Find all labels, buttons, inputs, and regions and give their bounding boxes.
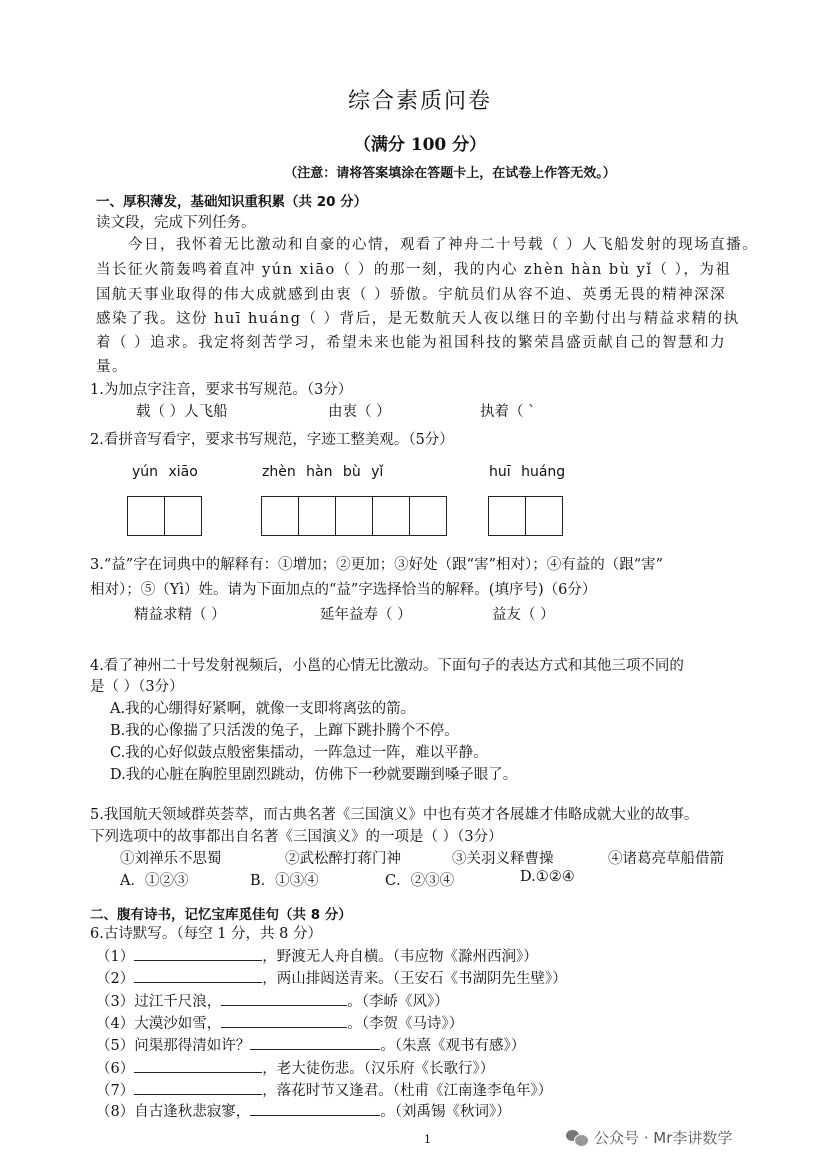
q4-option: A.我的心绷得好紧啊，就像一支即将离弦的箭。 bbox=[110, 701, 416, 717]
poem-line: （7） ，落花时节又逢君。（杜甫《江南逢李龟年》） bbox=[96, 1079, 552, 1100]
q4-line: 4.看了神州二十号发射视频后，小邕的心情无比激动。下面句子的表达方式和其他三项不同的 bbox=[90, 658, 684, 674]
poem-blank[interactable] bbox=[134, 1080, 262, 1095]
poem-blank[interactable] bbox=[134, 946, 262, 961]
q1-stem: 1.为加点字注音，要求书写规范。（3分） bbox=[90, 382, 353, 398]
poem-blank[interactable] bbox=[250, 1035, 380, 1050]
writing-grid[interactable] bbox=[261, 496, 447, 536]
q2-stem: 2.看拼音写看字，要求书写规范，字迹工整美观。（5分） bbox=[90, 432, 454, 448]
poem-line: （5）问渠那得清如许？ 。（朱熹《观书有感》） bbox=[96, 1034, 525, 1055]
passage-line: 感染了我。这份 huī huáng（ ）背后，是无数航天人夜以继日的辛勤付出与精益求精的执 bbox=[96, 311, 740, 327]
passage-line: 当长征火箭轰鸣着直冲 yún xiāo（ ）的那一刻，我的内心 zhèn hàn bù yǐ（ ），为祖 bbox=[96, 262, 732, 278]
score-note: （满分 100 分） bbox=[353, 135, 487, 155]
poem-line: （3）过江千尺浪， 。（李峤《风》） bbox=[96, 990, 449, 1011]
writing-grid[interactable] bbox=[488, 496, 563, 536]
q4-line: 是（ ）（3分） bbox=[90, 679, 184, 695]
q5-story: ①刘禅乐不思蜀 bbox=[120, 851, 222, 867]
passage-line: 国航天事业取得的伟大成就感到由衷（ ）骄傲。宇航员们从容不迫、英勇无畏的精神深深 bbox=[96, 287, 727, 303]
section-1-heading: 一、厚积薄发，基础知识重积累（共 20 分） bbox=[96, 194, 368, 210]
q5-choice[interactable]: B．①③④ bbox=[250, 873, 319, 889]
poem-blank[interactable] bbox=[221, 991, 347, 1006]
page-title: 综合素质问卷 bbox=[347, 89, 492, 114]
passage-line: 着（ ）追求。我定将刻苦学习，希望未来也能为祖国科技的繁荣昌盛贡献自己的智慧和力 bbox=[96, 335, 727, 351]
q3-item: 延年益寿（ ） bbox=[320, 607, 412, 623]
poem-line: （4）大漠沙如雪， 。（李贺《马诗》） bbox=[96, 1012, 463, 1033]
section-1-instruction: 读文段，完成下列任务。 bbox=[96, 215, 256, 231]
q4-option: D.我的心脏在胸腔里剧烈跳动，仿佛下一秒就要蹦到嗓子眼了。 bbox=[110, 767, 518, 783]
q5-line: 5.我国航天领域群英荟萃，而古典名著《三国演义》中也有英才各展雄才伟略成就大业的故事。 bbox=[90, 807, 699, 823]
q1-item: 由衷（ ） bbox=[328, 404, 391, 420]
poem-line: （6） ，老大徒伤悲。（汉乐府《长歌行》） bbox=[96, 1057, 494, 1078]
poem-blank[interactable] bbox=[134, 968, 262, 983]
q4-option: C.我的心好似鼓点般密集擂动，一阵急过一阵，难以平静。 bbox=[110, 745, 488, 761]
q5-story: ③关羽义释曹操 bbox=[452, 851, 554, 867]
poem-line: （1） ，野渡无人舟自横。（韦应物《滁州西涧》） bbox=[96, 945, 538, 966]
q5-story: ④诸葛亮草船借箭 bbox=[608, 851, 724, 867]
passage-line: 今日，我怀着无比激动和自豪的心情，观看了神舟二十号载（ ）人飞船发射的现场直播。 bbox=[128, 237, 759, 253]
q5-line: 下列选项中的故事都出自名著《三国演义》的一项是（ ）（3分） bbox=[90, 829, 503, 845]
q2-pinyin: huī huáng bbox=[489, 464, 566, 480]
q1-item: 载（ ）人飞船 bbox=[136, 404, 228, 420]
q5-choice[interactable]: A．①②③ bbox=[120, 873, 189, 889]
poem-blank[interactable] bbox=[250, 1101, 380, 1116]
poem-blank[interactable] bbox=[134, 1058, 262, 1073]
page-number: 1 bbox=[424, 1133, 431, 1146]
q4-option: B.我的心像揣了只活泼的兔子，上蹿下跳扑腾个不停。 bbox=[110, 723, 459, 739]
q6-stem: 6.古诗默写。（每空 1 分，共 8 分） bbox=[90, 926, 322, 942]
q2-pinyin: zhèn hàn bù yǐ bbox=[262, 464, 384, 480]
poem-line: （8）自古逢秋悲寂寥， 。（刘禹锡《秋词》） bbox=[96, 1100, 511, 1121]
q3-line: 相对）；⑤（Yì）姓。请为下面加点的“益”字选择恰当的解释。(填序号)（6分） bbox=[90, 582, 597, 598]
q5-choice[interactable]: D.①②④ bbox=[520, 869, 575, 885]
poem-blank[interactable] bbox=[221, 1013, 347, 1028]
q2-pinyin: yún xiāo bbox=[132, 464, 198, 480]
q3-item: 益友（ ） bbox=[492, 607, 555, 623]
watermark: 公众号 · Mr李讲数学 bbox=[566, 1127, 732, 1148]
q5-choice[interactable]: C．②③④ bbox=[385, 873, 455, 889]
writing-grid[interactable] bbox=[127, 496, 202, 536]
q5-story: ②武松醉打蒋门神 bbox=[285, 851, 401, 867]
wechat-icon bbox=[566, 1128, 588, 1146]
section-2-heading: 二、腹有诗书，记忆宝库觅佳句（共 8 分） bbox=[90, 907, 352, 923]
q3-line: 3.“益”字在词典中的解释有：①增加；②更加；③好处（跟“害”相对）；④有益的（跟“害” bbox=[90, 557, 664, 573]
notice: （注意：请将答案填涂在答题卡上，在试卷上作答无效。） bbox=[284, 166, 616, 181]
q3-item: 精益求精（ ） bbox=[134, 607, 226, 623]
poem-line: （2） ，两山排闼送青来。（王安石《书湖阴先生壁》） bbox=[96, 967, 567, 988]
passage-line: 量。 bbox=[96, 359, 128, 375]
q1-item: 执着（ ` bbox=[480, 404, 536, 420]
